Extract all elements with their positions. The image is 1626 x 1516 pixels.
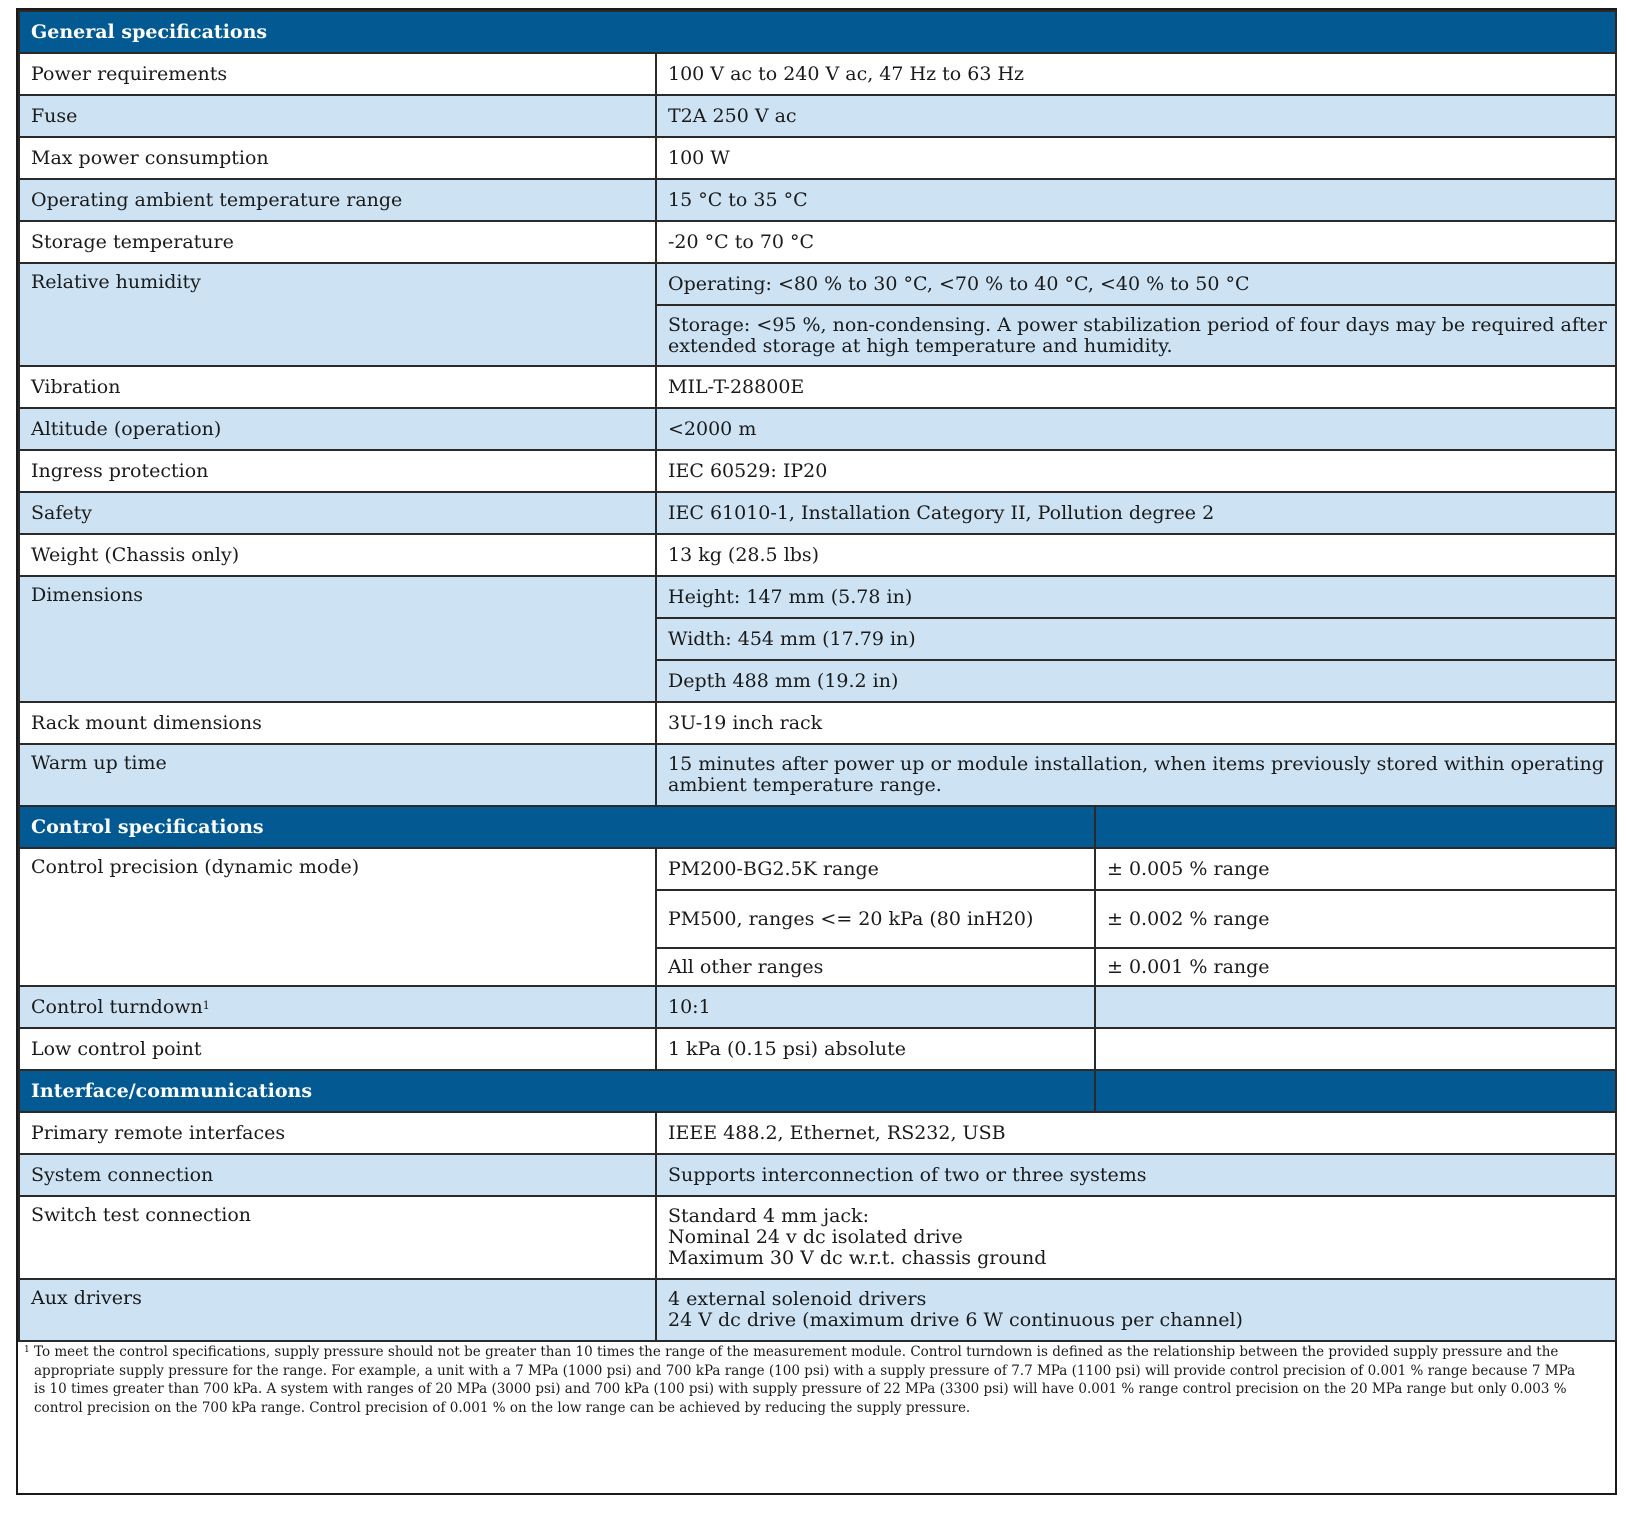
footnote-mark: 1 (24, 1345, 30, 1355)
spec-value: 13 kg (28.5 lbs) (656, 534, 1616, 576)
spec-value (656, 305, 1616, 366)
spec-value: Supports interconnection of two or three systems (656, 1154, 1616, 1196)
spec-value (656, 1279, 1616, 1341)
spec-label: Max power consumption (19, 137, 656, 179)
table-row (19, 1112, 1616, 1154)
table-row (19, 744, 1616, 806)
spec-label: Low control point (19, 1028, 656, 1070)
spec-value: Width: 454 mm (17.79 in) (656, 618, 1616, 660)
footnote-text: To meet the control specifications, supply pressure should not be greater than 10 times the range of the measurement module. Control turndown is defined as the relationship between the provided supply pressure and the appropriate supply pressure for the range. For example, a unit with a 7 MPa (1000 psi) and 700 kPa range (100 psi) with a supply pressure of 7.7 MPa (1100 psi) will provide control precision of 0.001 % range because 7 MPa is 10 times greater than 700 kPa. A system with ranges of 20 MPa (3000 psi) and 700 kPa (100 psi) with supply pressure of 22 MPa (3300 psi) will have 0.001 % range control precision on the 20 MPa range but only 0.003 % control precision on the 700 kPa range. Control precision of 0.001 % on the low range can be achieved by reducing the supply pressure. (34, 1344, 1576, 1416)
section-header-general (19, 11, 1616, 53)
spec-label: Aux drivers (19, 1279, 656, 1341)
spec-label: Safety (19, 492, 656, 534)
table-row (19, 95, 1616, 137)
spec-label: Rack mount dimensions (19, 702, 656, 744)
spec-range: All other ranges (656, 948, 1095, 986)
table-row (19, 53, 1616, 95)
spec-value: IEEE 488.2, Ethernet, RS232, USB (656, 1112, 1616, 1154)
footnote-reference: 1 (202, 998, 210, 1012)
spec-label: System connection (19, 1154, 656, 1196)
table-row (19, 1028, 1616, 1070)
spec-value: ± 0.001 % range (1095, 948, 1616, 986)
text-line: Storage: <95 %, non-condensing. A power stabilization period of four days may be required after (668, 313, 1607, 336)
text-line: Maximum 30 V dc w.r.t. chassis ground (668, 1247, 1047, 1269)
table-row (19, 1196, 1616, 1279)
spec-value: IEC 61010-1, Installation Category II, Pollution degree 2 (656, 492, 1616, 534)
spec-value: IEC 60529: IP20 (656, 450, 1616, 492)
section-header-interface (19, 1070, 1616, 1112)
text-line: 4 external solenoid drivers (668, 1288, 927, 1310)
specifications-table (18, 10, 1617, 1342)
section-header-control (19, 806, 1616, 848)
spec-range: PM200-BG2.5K range (656, 848, 1095, 890)
empty-cell (1095, 1028, 1616, 1070)
spec-value: 100 W (656, 137, 1616, 179)
table-row (19, 986, 1616, 1028)
spec-value: 15 °C to 35 °C (656, 179, 1616, 221)
spec-label (19, 986, 656, 1028)
header-empty-cell (1095, 1070, 1616, 1112)
empty-cell (1095, 986, 1616, 1028)
table-row (19, 221, 1616, 263)
spec-value: Depth 488 mm (19.2 in) (656, 660, 1616, 702)
text-line: ambient temperature range. (668, 774, 942, 796)
spec-sheet (16, 8, 1617, 1495)
table-row (19, 179, 1616, 221)
spec-value (656, 744, 1616, 806)
spec-label: Fuse (19, 95, 656, 137)
text-line: extended storage at high temperature and humidity. (668, 334, 1173, 357)
spec-value: 3U-19 inch rack (656, 702, 1616, 744)
table-row (19, 450, 1616, 492)
spec-label: Dimensions (19, 576, 656, 702)
spec-label: Power requirements (19, 53, 656, 95)
table-row (19, 534, 1616, 576)
turndown-label: Control turndown (31, 995, 203, 1018)
text-line: 15 minutes after power up or module installation, when items previously stored within operating (668, 753, 1604, 775)
spec-label: Vibration (19, 366, 656, 408)
table-row (19, 366, 1616, 408)
table-row (19, 263, 1616, 305)
section-title: Interface/communications (19, 1070, 1095, 1112)
spec-label: Weight (Chassis only) (19, 534, 656, 576)
text-line: Nominal 24 v dc isolated drive (668, 1226, 963, 1248)
table-row (19, 408, 1616, 450)
spec-value: T2A 250 V ac (656, 95, 1616, 137)
spec-value: Height: 147 mm (5.78 in) (656, 576, 1616, 618)
spec-range: PM500, ranges <= 20 kPa (80 inH20) (656, 890, 1095, 948)
spec-value: 1 kPa (0.15 psi) absolute (656, 1028, 1095, 1070)
table-row (19, 848, 1616, 890)
section-title: General specifications (19, 11, 1616, 53)
spec-label: Ingress protection (19, 450, 656, 492)
spec-label: Relative humidity (19, 263, 656, 366)
table-row (19, 1279, 1616, 1341)
table-row (19, 492, 1616, 534)
spec-label: Switch test connection (19, 1196, 656, 1279)
spec-label: Control precision (dynamic mode) (19, 848, 656, 986)
spec-label: Altitude (operation) (19, 408, 656, 450)
spec-value: MIL-T-28800E (656, 366, 1616, 408)
table-row (19, 1154, 1616, 1196)
spec-label: Storage temperature (19, 221, 656, 263)
spec-value: Operating: <80 % to 30 °C, <70 % to 40 °C, <40 % to 50 °C (656, 263, 1616, 305)
table-row (19, 576, 1616, 618)
spec-value: ± 0.002 % range (1095, 890, 1616, 948)
spec-value: 10:1 (656, 986, 1095, 1028)
table-row (19, 137, 1616, 179)
header-empty-cell (1095, 806, 1616, 848)
text-line: Standard 4 mm jack: (668, 1205, 869, 1227)
spec-value: 100 V ac to 240 V ac, 47 Hz to 63 Hz (656, 53, 1616, 95)
spec-value: -20 °C to 70 °C (656, 221, 1616, 263)
section-title: Control specifications (19, 806, 1095, 848)
spec-label: Operating ambient temperature range (19, 179, 656, 221)
table-row (19, 702, 1616, 744)
spec-label: Warm up time (19, 744, 656, 806)
spec-value (656, 1196, 1616, 1279)
spec-value: <2000 m (656, 408, 1616, 450)
spec-label: Primary remote interfaces (19, 1112, 656, 1154)
spec-value: ± 0.005 % range (1095, 848, 1616, 890)
footnote (20, 1343, 1590, 1417)
text-line: 24 V dc drive (maximum drive 6 W continuous per channel) (668, 1309, 1243, 1331)
